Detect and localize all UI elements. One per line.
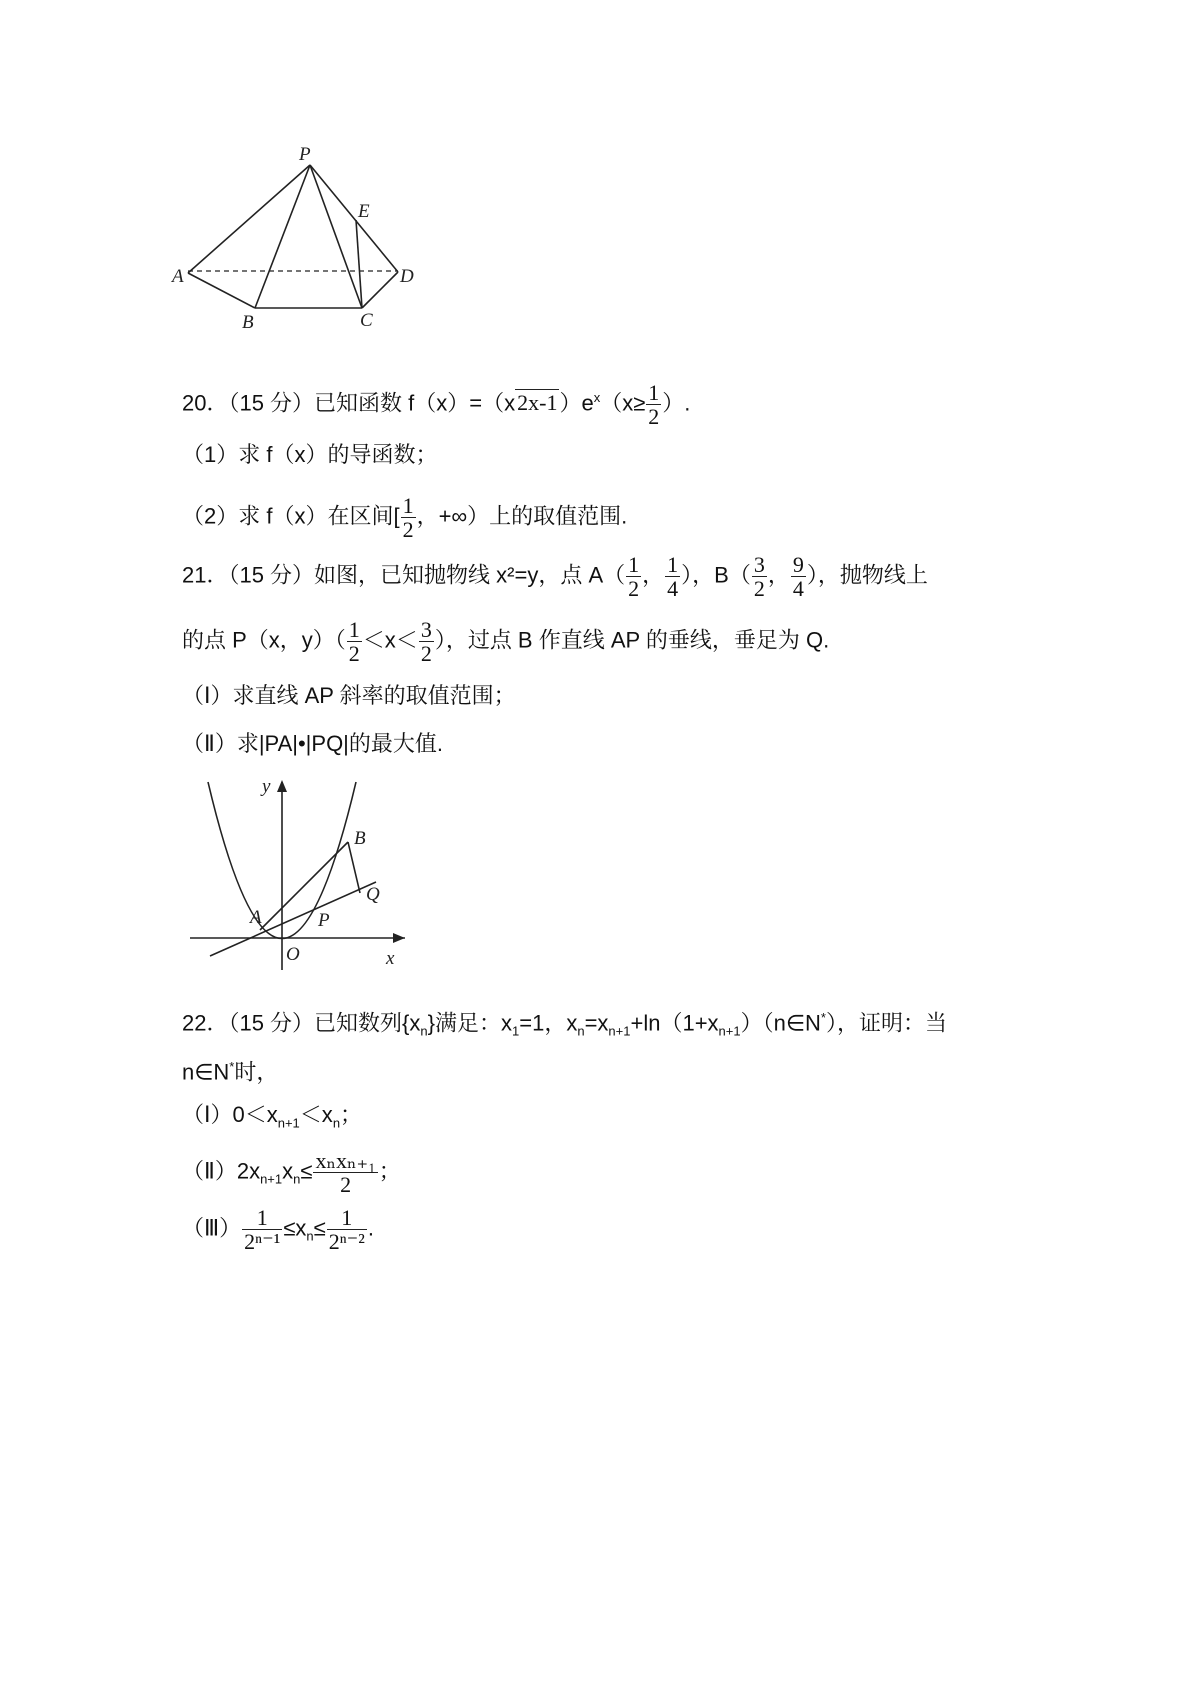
label-P: P [299, 144, 311, 165]
label-B: B [242, 312, 254, 333]
q21-part1: （Ⅰ）求直线 AP 斜率的取值范围； [182, 683, 516, 708]
q21-statement-line2: 的点 P（x，y）（ $\frac{1}{2}$ ＜x＜ $\frac{3}{2}$ ），过点 B 作直线 AP 的垂线，垂足为 Q. [182, 617, 830, 666]
fraction: $\frac{1}{4}$ [667, 552, 679, 601]
parabola-figure [180, 770, 420, 975]
label-P: P [318, 910, 330, 931]
label-E: E [358, 201, 370, 222]
q22-part2: $(Ⅱ)2x_{n+1}x_n\le$ $\frac{\text{xₙxₙ₊₁}}{2}$ ； [182, 1148, 401, 1197]
fraction: $\frac{1}{2}$ [348, 617, 360, 666]
q21-part2: （Ⅱ）求|PA|•|PQ|的最大值. [182, 731, 444, 756]
fraction: $\frac{9}{4}$ [792, 552, 804, 601]
fraction: $\frac{1}{2}$ [648, 380, 660, 429]
q21-statement-line1: 21．（15 分）如图，已知抛物线 x²=y，点 A（ $\frac{1}{2}$ ， $\frac{1}{4}$ ），B（ $\frac{3}{2}$ ， $\frac{9}{4}$ ），抛物线上 [182, 552, 928, 601]
label-D: D [400, 266, 414, 287]
label-x: x [386, 948, 395, 969]
q22-statement-line1: 22．（15 分）已知数列$\{x_n\}$满足：$x_1=1$，$x_n=x_{n+1}+\ln(1+x_{n+1})(n\in N^*)$，证明：当 [182, 1010, 947, 1039]
fraction: $\frac{\text{xₙxₙ₊₁}}{2}$ [315, 1148, 376, 1197]
q22-part3: （Ⅲ） $\frac{1}{\text{2ⁿ⁻¹}}$ $\le x_n\le$ $\frac{1}{\text{2ⁿ⁻²}}$ . [182, 1205, 374, 1254]
fraction: $\frac{1}{\text{2ⁿ⁻²}}$ [328, 1205, 365, 1254]
q22-statement-line2: n∈N*时， [182, 1059, 279, 1085]
q20-part1: （1）求 f（x）的导函数； [182, 442, 438, 467]
label-A: A [172, 266, 184, 287]
q20-statement: 20．（15 分）已知函数 $f(x)=(x2x-1)e^x(x\ge$ $\frac{1}{2}$ ）. [182, 380, 691, 429]
q22-part1: $(Ⅰ)0<x_{n+1}<x_n$； [182, 1102, 363, 1131]
pyramid-figure [170, 140, 460, 360]
fraction: $\frac{1}{2}$ [402, 493, 414, 542]
fraction: $\frac{3}{2}$ [420, 617, 432, 666]
label-y: y [262, 776, 271, 797]
q20-part2: （2）求 f（x）在区间[ $\frac{1}{2}$ ，+∞）上的取值范围. [182, 493, 628, 542]
fraction: $\frac{1}{2}$ [628, 552, 640, 601]
label-B: B [354, 828, 366, 849]
fraction: $\frac{3}{2}$ [753, 552, 765, 601]
label-O: O [286, 944, 300, 965]
label-A: A [250, 907, 262, 928]
sqrt-expression: 2x-1 [517, 390, 558, 416]
label-C: C [360, 310, 373, 331]
fraction: $\frac{1}{\text{2ⁿ⁻¹}}$ [244, 1205, 281, 1254]
label-Q: Q [366, 884, 380, 905]
